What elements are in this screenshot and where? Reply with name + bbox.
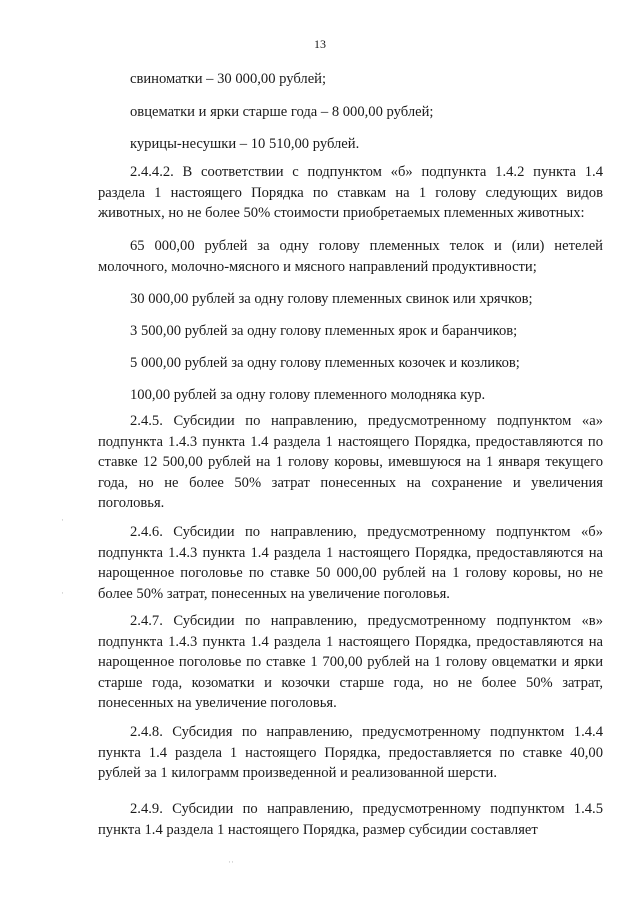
list-item: 65 000,00 рублей за одну голову племенных телок и (или) нетелей молочного, молочно-мясного и мясного направлений продуктивности; (98, 238, 603, 275)
paragraph-2-4-9: 2.4.9. Субсидии по направлению, предусмотренному подпунктом 1.4.5 пункта 1.4 раздела 1 настоящего Порядка, размер субсидии составляет (98, 801, 603, 838)
page-number: 13 (314, 37, 326, 51)
list-item: курицы-несушки – 10 510,00 рублей. (130, 136, 360, 152)
scan-artifact-mark: · (61, 515, 64, 525)
list-item: 100,00 рублей за одну голову племенного молодняка кур. (130, 387, 486, 403)
list-item: свиноматки – 30 000,00 рублей; (130, 71, 327, 87)
paragraph-2-4-5: 2.4.5. Субсидии по направлению, предусмотренному подпунктом «а» подпункта 1.4.3 пункта 1.4 раздела 1 настоящего Порядка, предоставляются по ставке 12 500,00 рублей на 1 голову коровы, имевшуюся на 1 января текущего года, но не более 50% затрат понесенных на сохранение и увеличения поголовья. (98, 413, 603, 512)
list-item: 3 500,00 рублей за одну голову племенных ярок и баранчиков; (130, 323, 518, 339)
paragraph-2-4-8: 2.4.8. Субсидия по направлению, предусмотренному подпунктом 1.4.4 пункта 1.4 раздела 1 настоящего Порядка, предоставляется по ставке 40,00 рублей за 1 килограмм произведенной и реализованной шерсти. (98, 724, 603, 782)
list-item: овцематки и ярки старше года – 8 000,00 рублей; (130, 104, 434, 120)
scan-artifact-mark: ·· (228, 857, 234, 867)
paragraph-2-4-7: 2.4.7. Субсидии по направлению, предусмотренному подпунктом «в» подпункта 1.4.3 пункта 1.4 раздела 1 настоящего Порядка, предоставляются на нарощенное поголовье по ставке 1 700,00 рублей на 1 голову овцематки и ярки старше года, козоматки и козочки старше года, но не более 50% затрат, понесенных на увеличение поголовья. (98, 613, 603, 712)
paragraph-2-4-6: 2.4.6. Субсидии по направлению, предусмотренному подпунктом «б» подпункта 1.4.3 пункта 1.4 раздела 1 настоящего Порядка, предоставляются на нарощенное поголовье по ставке 50 000,00 рублей на 1 голову коровы, но не более 50% затрат, понесенных на увеличение поголовья. (98, 524, 603, 602)
list-item: 30 000,00 рублей за одну голову племенных свинок или хрячков; (130, 291, 533, 307)
list-item: 5 000,00 рублей за одну голову племенных козочек и козликов; (130, 355, 520, 371)
paragraph-2-4-4-2: 2.4.4.2. В соответствии с подпунктом «б» подпункта 1.4.2 пункта 1.4 раздела 1 настоящего Порядка по ставкам на 1 голову следующих видов животных, но не более 50% стоимости приобретаемых племенных животных: (98, 164, 603, 222)
scan-artifact-mark: · (61, 588, 64, 598)
